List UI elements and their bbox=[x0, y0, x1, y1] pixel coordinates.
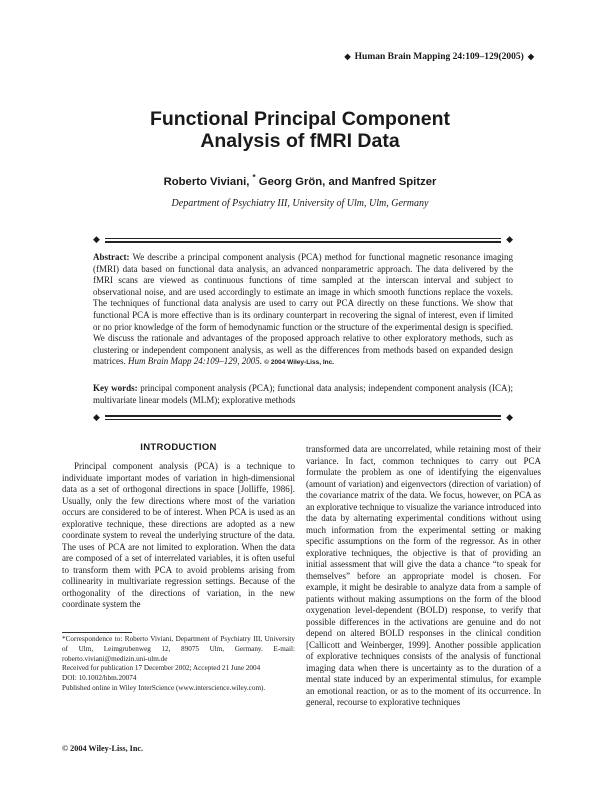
abstract-text: We describe a principal component analysis (PCA) method for functional magnetic resonance imaging (fMRI) data based on functional data analysis, an advanced nonparametric approach. The data delivered by the fMRI scans are viewed as continuous functions of time sampled at the interscan interval and subject to observational noise, and are used accordingly to estimate an image in which smooth functions replace the voxels. The techniques of functional data analysis are used to carry out PCA directly on these functions. We show that functional PCA is more effective than is its ordinary counterpart in recovering the signal of interest, even if limited or no prior knowledge of the form of hemodynamic function or the structure of the experimental design is specified. We discuss the rationale and advantages of the proposed approach relative to other exploratory methods, such as clustering or independent component analysis, as well as the differences from methods based on expanded design matrices. bbox=[93, 252, 513, 367]
diamond-icon: ◆ bbox=[506, 234, 513, 244]
journal-citation: Human Brain Mapping 24:109–129(2005) bbox=[354, 52, 524, 62]
right-column bbox=[306, 444, 541, 709]
abstract-bottom-rule bbox=[93, 414, 513, 424]
diamond-icon: ◆ bbox=[506, 412, 513, 422]
footnotes bbox=[62, 635, 295, 694]
title-line-2: Analysis of fMRI Data bbox=[200, 130, 400, 152]
diamond-icon: ◆ bbox=[527, 52, 534, 61]
diamond-icon: ◆ bbox=[344, 52, 351, 61]
footnote-divider bbox=[62, 632, 132, 633]
rule-line bbox=[105, 415, 501, 417]
keywords-label: Key words: bbox=[93, 383, 138, 393]
intro-paragraph-right: transformed data are uncorrelated, while retaining most of their variance. In fact, common techniques to carry out PCA formulate the problem as one of identifying the eigenvalues (amount of variation) and eigenvectors (direction of variation) of the covariance matrix of the data. We focus, however, on PCA as an explorative technique to visualize the variance introduced into the data by alternating experimental conditions without using much information from the experimental setting or making specific assumptions on the form of the regressor. As in other explorative techniques, the objective is that of providing an initial assessment that will give the data a chance “to speak for themselves” before an appropriate model is chosen. For example, it might be desirable to analyze data from a sample of patients without making assumptions on the form of the blood oxygenation level-dependent (BOLD) response, to verify that possible differences in the activations are genuine and do not depend on altered BOLD responses in the clinical condition [Callicott and Weinberger, 1999]. Another possible application of explorative techniques consists of the analysis of functional imaging data when there is uncertainty as to the duration of a mental state induced by an experimental stimulus, for example an emotional reaction, or as to the moment of its occurrence. In general, recourse to explorative techniques bbox=[306, 444, 541, 707]
affiliation: Department of Psychiatry III, University of Ulm, Ulm, Germany bbox=[171, 198, 429, 209]
running-head bbox=[300, 52, 538, 62]
left-column bbox=[62, 442, 295, 611]
author-list bbox=[60, 173, 540, 188]
paper-title bbox=[60, 108, 540, 152]
keywords bbox=[93, 383, 513, 406]
abstract bbox=[93, 252, 513, 369]
title-line-1: Functional Principal Component bbox=[149, 108, 451, 130]
author-rest: Georg Grön, and Manfred Spitzer bbox=[258, 175, 437, 188]
abstract-label: Abstract: bbox=[93, 252, 130, 262]
keywords-text: principal component analysis (PCA); functional data analysis; independent component analysis (ICA); multivariate linear models (MLM); explorative methods bbox=[93, 383, 513, 405]
correspondence-note: *Correspondence to: Roberto Viviani, Department of Psychiatry III, University of Ulm, Leimgrubenweg 12, 89075 Ulm, Germany. E-mail: roberto.viviani@medizin.uni-ulm.de bbox=[62, 635, 295, 663]
abstract-citation: Hum Brain Mapp 24:109–129, 2005. bbox=[128, 356, 262, 367]
corresponding-mark: * bbox=[252, 173, 256, 182]
section-heading: INTRODUCTION bbox=[140, 442, 217, 453]
copyright-footer: © 2004 Wiley-Liss, Inc. bbox=[62, 744, 144, 753]
received-note: Received for publication 17 December 2002; Accepted 21 June 2004 bbox=[62, 664, 261, 673]
doi-note: DOI: 10.1002/hbm.20074 bbox=[62, 674, 137, 683]
rule-line bbox=[105, 238, 501, 239]
rule-line bbox=[105, 419, 501, 420]
published-note: Published online in Wiley InterScience (www.interscience.wiley.com). bbox=[62, 683, 266, 692]
diamond-icon: ◆ bbox=[93, 234, 100, 244]
abstract-top-rule bbox=[93, 236, 513, 246]
diamond-icon: ◆ bbox=[93, 412, 100, 422]
author-first: Roberto Viviani, bbox=[163, 175, 250, 188]
intro-paragraph-left: Principal component analysis (PCA) is a technique to individuate important modes of variation in high-dimensional data as a set of orthogonal directions in space [Jolliffe, 1986]. Usually, only the few directions where most of the variation occurs are considered to be of interest. When PCA is used as an explorative technique, these directions are adopted as a new coordinate system to reveal the underlying structure of the data. The uses of PCA are not limited to exploration. When the data are composed of a set of interrelated variables, it is often useful to transform them with PCA to avoid problems arising from collinearity in multivariate regression settings. Because of the orthogonality of the directions of variation, in the new coordinate system the bbox=[62, 461, 295, 609]
rule-line bbox=[105, 241, 501, 243]
abstract-copyright: © 2004 Wiley-Liss, Inc. bbox=[264, 359, 335, 367]
